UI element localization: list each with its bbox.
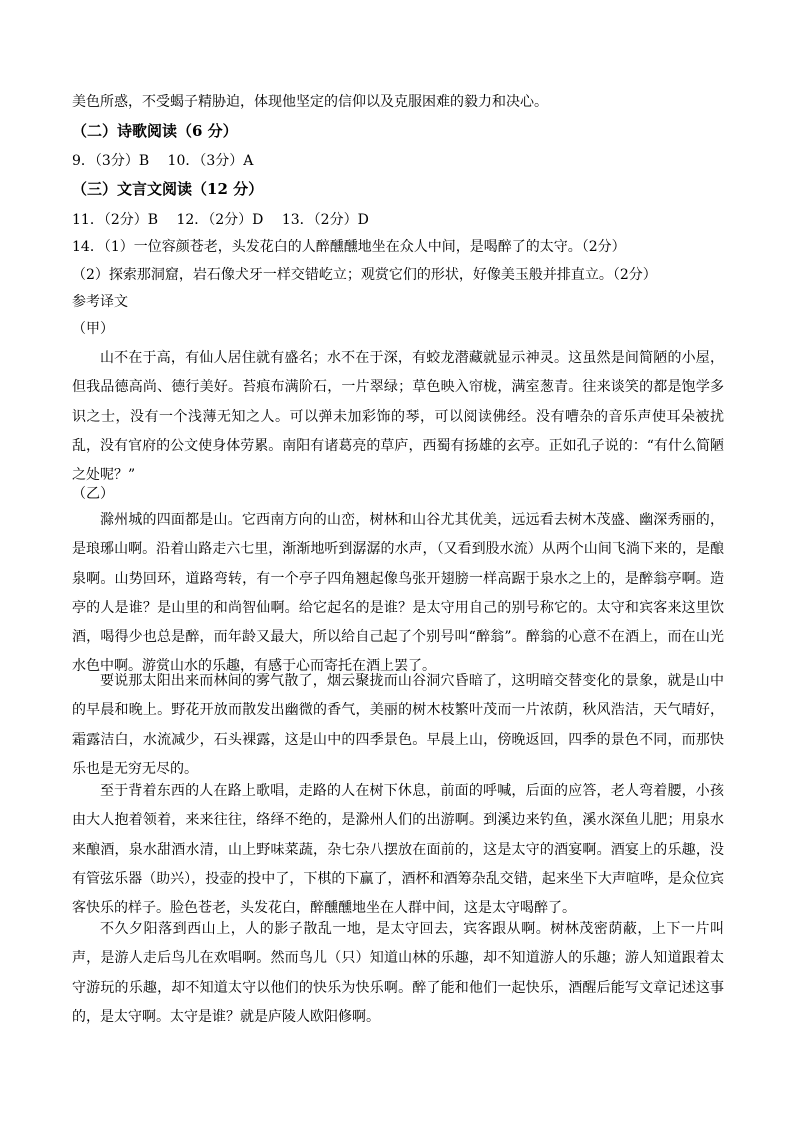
part-b-paragraph-3: 至于背着东西的人在路上歌唱，走路的人在树下休息，前面的呼喊，后面的应答，老人弯着腰，小孩由大人抱着领着，来来往往，络绎不绝的，是滁州人们的出游啊。到溪边来钓鱼，溪水深鱼儿肥；用泉水来酿酒，泉水甜酒水清，山上野味菜蔬，杂七杂八摆放在面前的，这是太守的酒宴啊。酒宴上的乐趣，没有管弦乐器（助兴），投壶的投中了，下棋的下赢了，酒杯和酒筹杂乱交错，起来坐下大声喧哗，是众位宾客快乐的样子。脸色苍老，头发花白，醉醺醺地坐在人群中间，这是太守喝醉了。: [72, 783, 724, 917]
answer-intro-line: 美色所惑，不受蝎子精胁迫，体现他坚定的信仰以及克服困难的毅力和决心。: [72, 94, 548, 110]
section-3-answers: 11．（2分）B 12．（2分）D 13．（2分）D: [72, 212, 369, 228]
part-b-paragraph-4: 不久夕阳落到西山上，人的影子散乱一地，是太守回去，宾客跟从啊。树林茂密荫蔽，上下一片叫声，是游人走后鸟儿在欢唱啊。然而鸟儿（只）知道山林的乐趣，却不知道游人的乐趣；游人知道跟着太守游玩的乐趣，却不知道太守以他们的快乐为快乐啊。醉了能和他们一起快乐，酒醒后能写文章记述这事的，是太守啊。太守是谁？就是庐陵人欧阳修啊。: [72, 921, 724, 1025]
question-14-part-1: 14．（1）一位容颜苍老，头发花白的人醉醺醺地坐在众人中间，是喝醉了的太守。（2分）: [72, 239, 626, 255]
part-a-paragraph: 山不在于高，有仙人居住就有盛名；水不在于深，有蛟龙潜藏就显示神灵。这虽然是间简陋的小屋，但我品德高尚、德行美好。苔痕布满阶石，一片翠绿；草色映入帘栊，满室葱青。往来谈笑的都是饱学多识之士，没有一个浅薄无知之人。可以弹未加彩饰的琴，可以阅读佛经。没有嘈杂的音乐声使耳朵被扰乱，没有官府的公文使身体劳累。南阳有诸葛亮的草庐，西蜀有扬雄的玄亭。正如孔子说的：“有什么简陋之处呢？”: [72, 350, 724, 484]
translation-heading: 参考译文: [72, 294, 128, 310]
part-a-label: （甲）: [72, 321, 114, 337]
part-b-paragraph-1: 滁州城的四面都是山。它西南方向的山峦，树林和山谷尤其优美，远远看去树木茂盛、幽深秀丽的，是琅琊山啊。沿着山路走六七里，渐渐地听到潺潺的水声，（又看到股水流）从两个山间飞淌下来的，是酿泉啊。山势回环，道路弯转，有一个亭子四角翘起像鸟张开翅膀一样高踞于泉水之上的，是醉翁亭啊。造亭的人是谁？是山里的和尚智仙啊。给它起名的是谁？是太守用自己的别号称它的。太守和宾客来这里饮酒，喝得少也总是醉，而年龄又最大，所以给自己起了个别号叫“醉翁”。醉翁的心意不在酒上，而在山光水色中啊。游赏山水的乐趣，有感于心而寄托在酒上罢了。: [72, 512, 724, 675]
part-b-label: （乙）: [72, 486, 114, 502]
question-14-part-2: （2）探索那洞窟，岩石像犬牙一样交错屹立；观赏它们的形状，好像美玉般并排直立。（2分）: [72, 267, 657, 283]
section-2-title: （二）诗歌阅读（6 分）: [72, 122, 238, 140]
part-b-paragraph-2: 要说那太阳出来而林间的雾气散了，烟云聚拢而山谷洞穴昏暗了，这明暗交替变化的景象，就是山中的早晨和晚上。野花开放而散发出幽微的香气，美丽的树木枝繁叶茂而一片浓荫，秋风浩洁，天气晴好，霜露洁白，水流减少，石头裸露，这是山中的四季景色。早晨上山，傍晚返回，四季的景色不同，而那快乐也是无穷无尽的。: [72, 673, 724, 777]
section-3-title: （三）文言文阅读（12 分）: [72, 180, 264, 198]
section-2-answers: 9．（3分）B 10．（3分）A: [72, 153, 254, 169]
